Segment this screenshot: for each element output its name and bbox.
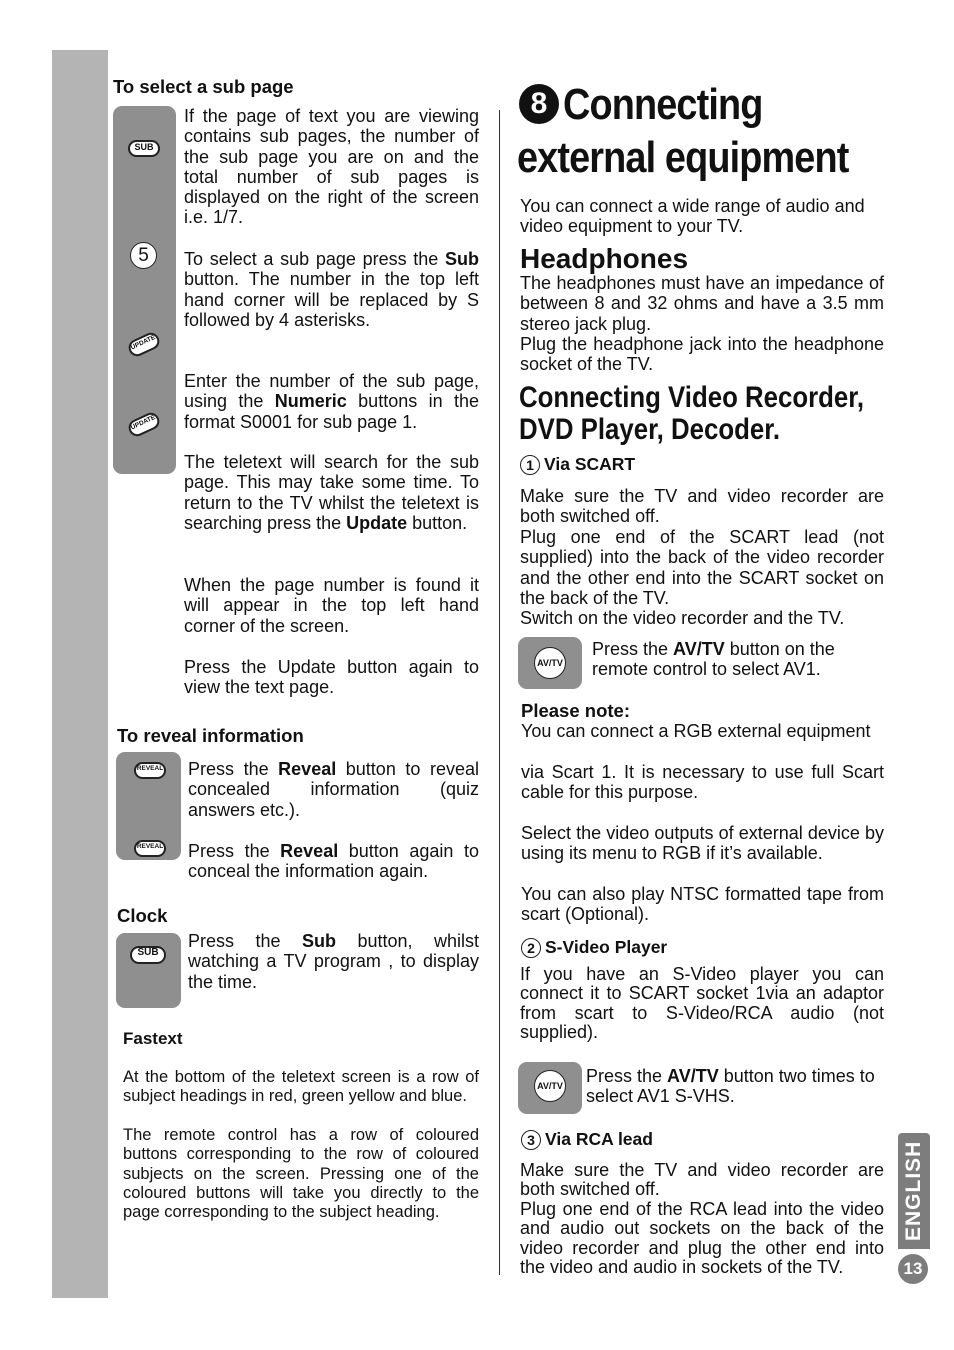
- note-paragraph-1: You can connect a RGB external equipment: [521, 721, 871, 741]
- text-run: button.: [407, 512, 468, 533]
- note-paragraph-4: You can also play NTSC formatted tape from scart (Optional).: [521, 884, 884, 925]
- text-run: button, whilst watching a TV program , to display the time.: [188, 931, 479, 992]
- language-label: ENGLISH: [902, 1140, 925, 1242]
- sub-page-heading: To select a sub page: [113, 76, 294, 97]
- text-run: To select a sub page press the: [184, 249, 445, 269]
- text-run: Enter the number of the sub page, using the: [184, 371, 479, 412]
- video-recorder-heading-line-2: DVD Player, Decoder.: [519, 413, 781, 446]
- scart-press-avtv: [592, 639, 884, 680]
- headphones-paragraph-2: Plug the headphone jack into the headphone socket of the TV.: [520, 334, 884, 375]
- heading-text: Via SCART: [544, 454, 636, 474]
- clock-heading: Clock: [117, 905, 168, 926]
- text-run: The teletext will search for the sub page. This may take some time. To return to the TV whilst the teletext is searching press the: [184, 452, 479, 533]
- reveal-paragraph-1: [188, 759, 479, 820]
- avtv-button-icon: AV/TV: [534, 647, 566, 679]
- please-note-heading: Please note:: [521, 700, 630, 721]
- scart-paragraph-3: Switch on the video recorder and the TV.: [520, 608, 845, 628]
- step-number-icon: 3: [521, 1130, 541, 1150]
- heading-text: S-Video Player: [545, 937, 668, 957]
- heading-text: Via RCA lead: [545, 1129, 653, 1149]
- text-run: button on the remote control to select AV1.: [592, 639, 835, 680]
- svideo-heading: [521, 937, 667, 958]
- update-button-icon: UPDATE: [126, 410, 162, 439]
- sub-page-paragraph-2: [184, 249, 479, 330]
- headphones-heading: Headphones: [520, 243, 689, 274]
- text-run: button two times to select AV1 S-VHS.: [586, 1066, 875, 1107]
- sub-page-paragraph-6: Press the Update button again to view the text page.: [184, 657, 479, 698]
- reveal-paragraph-2: [188, 841, 479, 882]
- avtv-button-icon: AV/TV: [534, 1070, 566, 1102]
- page-title-line-2: external equipment: [517, 133, 849, 182]
- sub-button-icon: SUB: [128, 140, 160, 157]
- svideo-paragraph: If you have an S-Video player you can connect it to SCART socket 1via an adaptor from scart to S-Video/RCA audio (not supplied).: [520, 964, 884, 1043]
- via-rca-heading: [521, 1129, 653, 1150]
- text-run: Press the: [592, 639, 674, 659]
- button-name: AV/TV: [673, 639, 725, 659]
- text-run: Press the: [188, 931, 302, 951]
- rca-paragraph-1: Make sure the TV and video recorder are both switched off.: [520, 1160, 884, 1200]
- reveal-button-icon: REVEAL: [134, 840, 166, 857]
- fastext-heading: Fastext: [123, 1029, 183, 1048]
- text-run: buttons in the format S0001 for sub page 1.: [184, 391, 479, 432]
- button-name: Reveal: [280, 841, 339, 861]
- reveal-heading: To reveal information: [117, 725, 304, 746]
- update-button-icon: UPDATE: [126, 330, 162, 359]
- scart-paragraph-2: Plug one end of the SCART lead (not supplied) into the back of the video recorder and the other end into the SCART socket on the back of the TV.: [520, 527, 884, 608]
- button-name: Update: [346, 512, 408, 533]
- headphones-paragraph-1: The headphones must have an impedance of between 8 and 32 ohms and have a 3.5 mm stereo jack plug.: [520, 273, 884, 334]
- text-run: button. The number in the top left hand corner will be replaced by S followed by 4 asterisks.: [184, 269, 479, 330]
- text-run: button again to conceal the information again.: [188, 841, 479, 882]
- remote-illustration-clock: [116, 933, 181, 1008]
- svideo-press-avtv: [586, 1066, 886, 1107]
- sub-page-paragraph-1: If the page of text you are viewing contains sub pages, the number of the sub page you are on and the total number of sub pages is displayed on the right of the screen i.e. 1/7.: [184, 106, 479, 228]
- column-divider: [499, 110, 500, 1275]
- left-margin-bar: [52, 50, 108, 1298]
- sub-page-paragraph-4: [184, 452, 479, 533]
- note-paragraph-2: via Scart 1. It is necessary to use full Scart cable for this purpose.: [521, 762, 884, 803]
- number-five-button-icon: 5: [130, 242, 157, 269]
- fastext-paragraph-1: At the bottom of the teletext screen is a row of subject headings in red, green yellow and blue.: [123, 1068, 479, 1106]
- section-number-badge: 8: [519, 84, 559, 124]
- text-run: Press the: [586, 1066, 668, 1086]
- rca-paragraph-2: Plug one end of the RCA lead into the video and audio out sockets on the back of the video recorder and plug the other end into the video and audio in sockets of the TV.: [520, 1199, 884, 1278]
- button-name: Reveal: [278, 759, 337, 779]
- button-name: AV/TV: [667, 1066, 719, 1086]
- sub-button-icon: SUB: [130, 946, 166, 964]
- text-run: Press the: [188, 759, 279, 779]
- step-number-icon: 2: [521, 938, 541, 958]
- intro-paragraph: You can connect a wide range of audio and video equipment to your TV.: [520, 196, 865, 237]
- video-recorder-heading-line-1: Connecting Video Recorder,: [519, 381, 865, 414]
- button-name: Numeric: [274, 391, 347, 412]
- reveal-button-icon: REVEAL: [134, 762, 166, 779]
- button-name: Sub: [445, 249, 479, 269]
- sub-page-paragraph-5: When the page number is found it will appear in the top left hand corner of the screen.: [184, 575, 479, 636]
- page-title-line-1: Connecting: [563, 80, 763, 129]
- text-run: Press the: [188, 841, 281, 861]
- fastext-paragraph-2: The remote control has a row of coloured buttons corresponding to the row of coloured subjects on the screen. Pressing one of the coloured buttons will take you directly to the page corresponding to the subject heading.: [123, 1126, 479, 1222]
- text-run: button to reveal concealed information (quiz answers etc.).: [188, 759, 479, 820]
- page-number: 13: [898, 1254, 928, 1284]
- via-scart-heading: [520, 454, 635, 475]
- clock-paragraph: [188, 931, 479, 992]
- scart-paragraph-1: Make sure the TV and video recorder are both switched off.: [520, 486, 884, 527]
- step-number-icon: 1: [520, 455, 540, 475]
- button-name: Sub: [301, 931, 336, 951]
- sub-page-paragraph-3: [184, 371, 479, 432]
- note-paragraph-3: Select the video outputs of external device by using its menu to RGB if it’s available.: [521, 823, 884, 864]
